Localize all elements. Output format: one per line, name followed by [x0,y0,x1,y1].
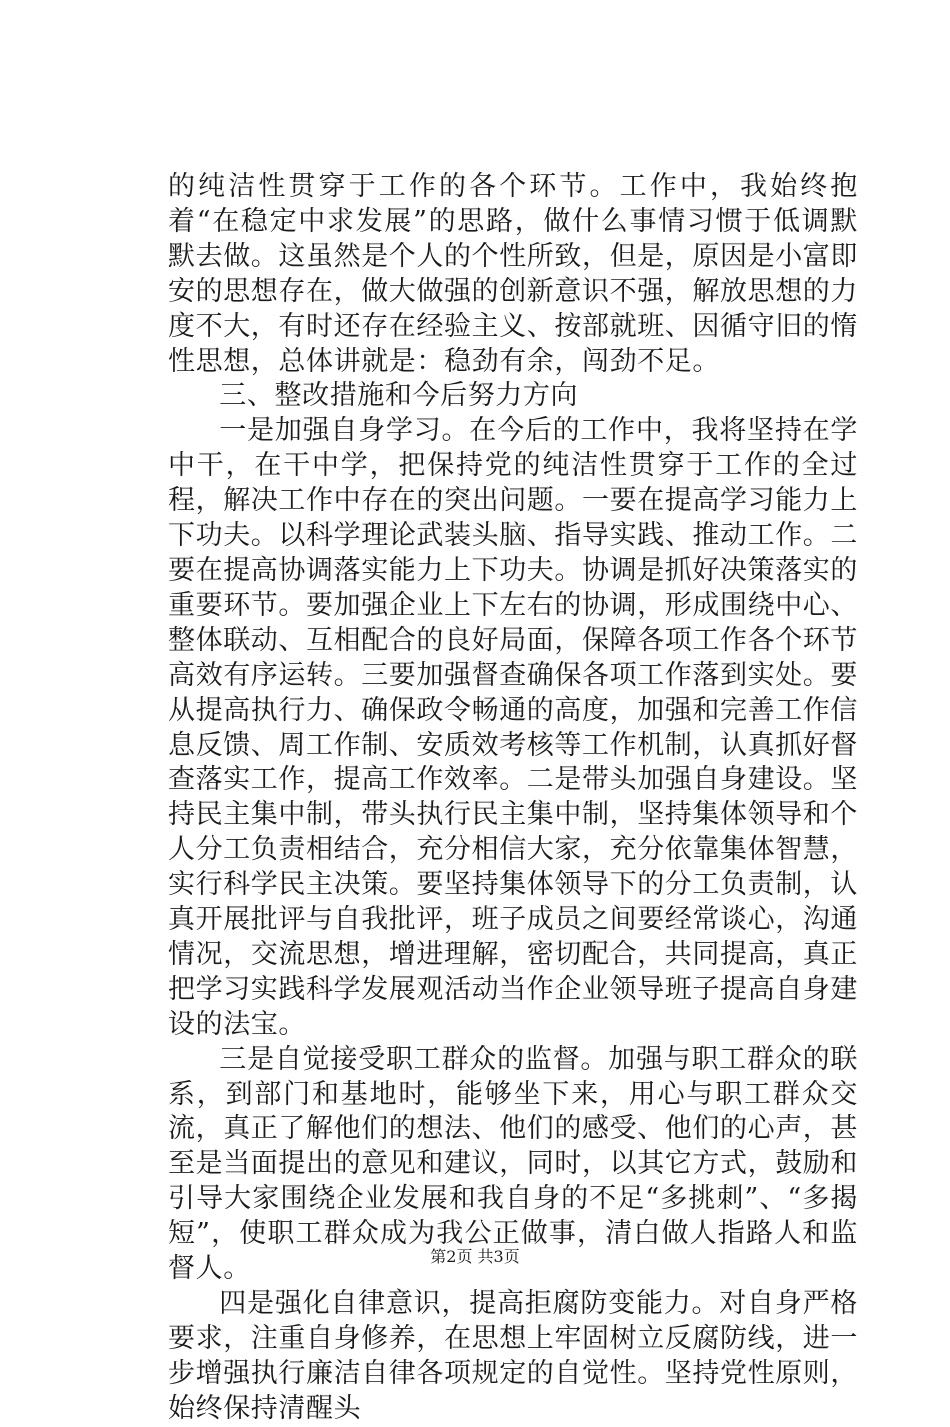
section-heading: 三、整改措施和今后努力方向 [219,380,579,412]
paragraph-1: 的纯洁性贯穿于工作的各个环节。工作中，我始终抱着“在稳定中求发展”的思路，做什么事情习惯于低调默默去做。这虽然是个人的个性所致，但是，原因是小富即安的思想存在，做大做强的创新意识不强，解放思想的力度不大，有时还存在经验主义、按部就班、因循守旧的惰性思想，总体讲就是：稳劲有余，闯劲不足。 [168,171,858,377]
document-body [168,170,858,1427]
paragraph-3: 三是自觉接受职工群众的监督。加强与职工群众的联系，到部门和基地时，能够坐下来，用心与职工群众交流，真正了解他们的想法、他们的感受、他们的心声，甚至是当面提出的意见和建议，同时，以其它方式，鼓励和引导大家围绕企业发展和我自身的不足“多挑刺”、“多揭短”，使职工群众成为我公正做事，清白做人指路人和监督人。 [168,1043,858,1285]
paragraph-2: 一是加强自身学习。在今后的工作中，我将坚持在学中干，在干中学，把保持党的纯洁性贯穿于工作的全过程，解决工作中存在的突出问题。一要在提高学习能力上下功夫。以科学理论武装头脑、指导实践、推动工作。二要在提高协调落实能力上下功夫。协调是抓好决策落实的重要环节。要加强企业上下左右的协调，形成围绕中心、整体联动、互相配合的良好局面，保障各项工作各个环节高效有序运转。三要加强督查确保各项工作落到实处。要从提高执行力、确保政令畅通的高度，加强和完善工作信息反馈、周工作制、安质效考核等工作机制，认真抓好督查落实工作，提高工作效率。二是带头加强自身建设。坚持民主集中制，带头执行民主集中制，坚持集体领导和个人分工负责相结合，充分相信大家，充分依靠集体智慧，实行科学民主决策。要坚持集体领导下的分工负责制，认真开展批评与自我批评，班子成员之间要经常谈心，沟通情况，交流思想，增进理解，密切配合，共同提高，真正把学习实践科学发展观活动当作企业领导班子提高自身建设的法宝。 [168,415,858,1040]
paragraph-4: 四是强化自律意识，提高拒腐防变能力。对自身严格要求，注重自身修养，在思想上牢固树立反腐防线，进一步增强执行廉洁自律各项规定的自觉性。坚持党性原则，始终保持清醒头 [168,1288,858,1424]
page-number-footer: 第2页 共3页 [430,1247,520,1266]
